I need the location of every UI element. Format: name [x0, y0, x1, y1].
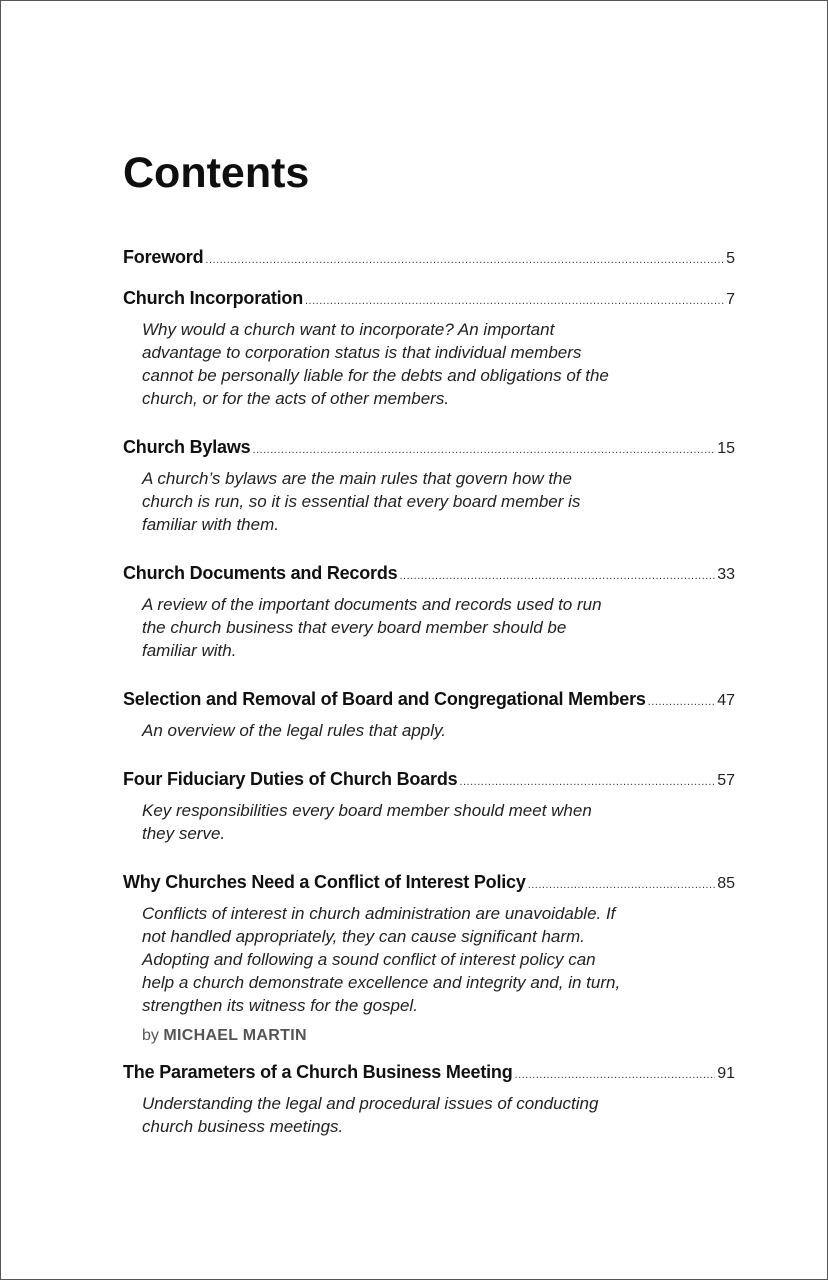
toc-page-number: 47	[717, 692, 735, 709]
toc-entry-description: Understanding the legal and procedural issues of conducting church business meetings.	[142, 1094, 599, 1136]
toc-entry-line	[123, 243, 735, 271]
table-of-contents	[123, 243, 735, 1138]
author-prefix: by	[142, 1027, 159, 1044]
toc-entry-title: The Parameters of a Church Business Meeting	[123, 1062, 513, 1082]
toc-page-number: 33	[717, 566, 735, 583]
toc-entry-title: Foreword	[123, 247, 204, 267]
toc-entry-description: Key responsibilities every board member should meet when they serve.	[142, 801, 592, 843]
toc-page-number: 57	[717, 772, 735, 789]
toc-entry-description: An overview of the legal rules that apply.	[142, 721, 446, 740]
toc-entry-description: A church’s bylaws are the main rules that govern how the church is run, so it is essential that every board member is familiar with them.	[142, 469, 581, 534]
toc-entry-author	[142, 1026, 735, 1046]
toc-entry-line	[123, 1058, 735, 1086]
toc-entry-line	[123, 284, 735, 312]
dot-leader	[305, 287, 724, 315]
toc-entry-church-bylaws[interactable]	[123, 433, 735, 536]
toc-entry-four-fiduciary-duties[interactable]	[123, 765, 735, 845]
page-title: Contents	[123, 149, 310, 197]
toc-page-number: 5	[726, 250, 735, 267]
toc-entry-title: Church Incorporation	[123, 288, 303, 308]
dot-leader	[205, 246, 724, 274]
dot-leader	[528, 871, 716, 899]
dot-leader	[515, 1061, 716, 1089]
toc-entry-selection-and-removal[interactable]	[123, 685, 735, 742]
toc-entry-line	[123, 868, 735, 896]
toc-entry-description: A review of the important documents and records used to run the church business that every board member should be familiar with.	[142, 595, 602, 660]
dot-leader	[459, 768, 715, 796]
toc-entry-description: Why would a church want to incorporate? An important advantage to corporation status is that individual members cannot be personally liable for the debts and obligations of the church, or for the acts of other members.	[142, 320, 609, 408]
toc-page-number: 85	[717, 875, 735, 892]
toc-entry-line	[123, 765, 735, 793]
toc-entry-line	[123, 433, 735, 461]
toc-entry-title: Church Documents and Records	[123, 563, 398, 583]
toc-entry-church-business-meeting[interactable]	[123, 1058, 735, 1138]
toc-entry-line	[123, 685, 735, 713]
toc-page-number: 7	[726, 291, 735, 308]
toc-entry-conflict-of-interest-policy[interactable]	[123, 868, 735, 1046]
toc-entry-foreword[interactable]	[123, 243, 735, 271]
toc-page-number: 15	[717, 440, 735, 457]
toc-entry-title: Selection and Removal of Board and Congregational Members	[123, 689, 646, 709]
dot-leader	[252, 436, 715, 464]
toc-entry-description: Conflicts of interest in church administration are unavoidable. If not handled appropriately, they can cause significant harm. Adopting and following a sound conflict of interest policy can help a church demonstrate excellence and integrity and, in turn, strengthen its witness for the gospel.	[142, 904, 621, 1015]
toc-entry-church-documents-and-records[interactable]	[123, 559, 735, 662]
dot-leader	[399, 562, 715, 590]
dot-leader	[648, 688, 716, 716]
toc-entry-church-incorporation[interactable]	[123, 284, 735, 410]
toc-page-number: 91	[717, 1065, 735, 1082]
author-name: MICHAEL MARTIN	[163, 1027, 307, 1044]
toc-entry-title: Church Bylaws	[123, 437, 251, 457]
toc-entry-title: Why Churches Need a Conflict of Interest Policy	[123, 872, 526, 892]
toc-entry-line	[123, 559, 735, 587]
toc-entry-title: Four Fiduciary Duties of Church Boards	[123, 769, 458, 789]
